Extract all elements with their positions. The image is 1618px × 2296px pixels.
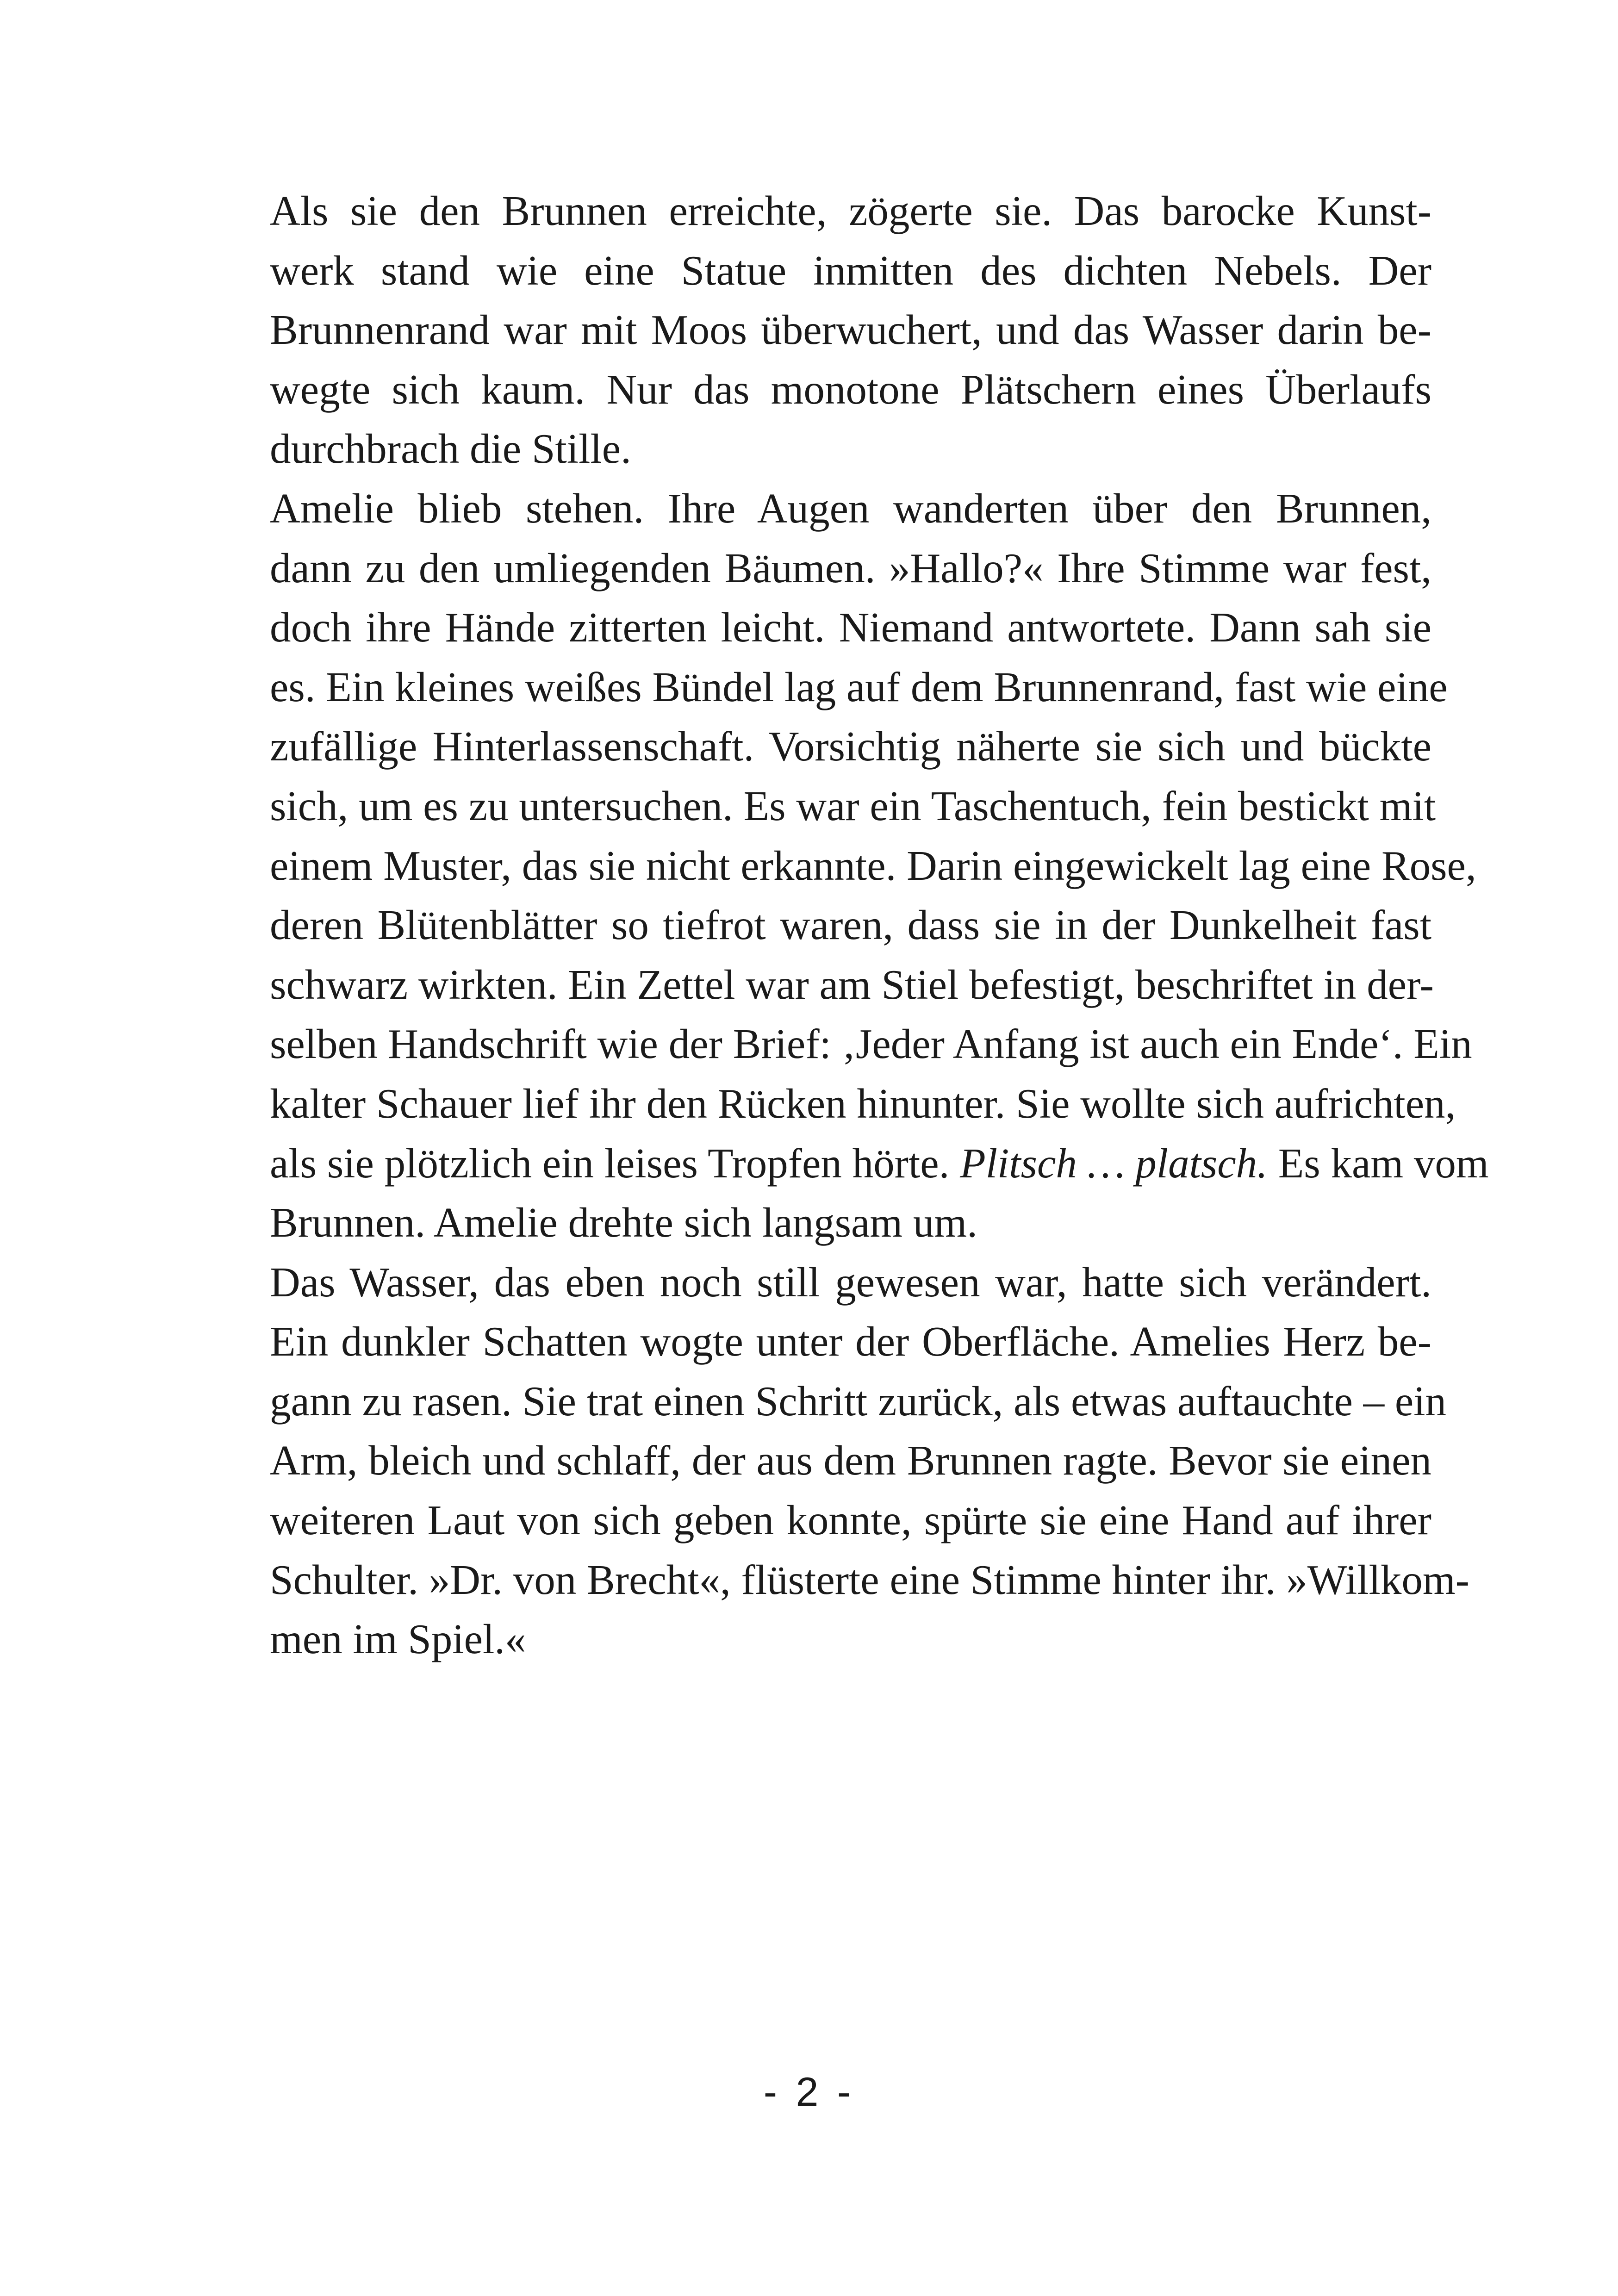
text-line: schwarz wirkten. Ein Zettel war am Stiel befestigt, beschriftet in der-: [270, 961, 1434, 1008]
text-line: deren Blütenblätter so tiefrot waren, dass sie in der Dunkelheit fast: [270, 902, 1431, 949]
text-line: men im Spiel.«: [270, 1616, 526, 1663]
text-line: durchbrach die Stille.: [270, 425, 631, 473]
text-line: Ein dunkler Schatten wogte unter der Oberfläche. Amelies Herz be-: [270, 1318, 1431, 1365]
text-line: dann zu den umliegenden Bäumen. »Hallo?« Ihre Stimme war fest,: [270, 544, 1431, 591]
paragraph-1: [187, 181, 1431, 479]
text-line: selben Handschrift wie der Brief: ‚Jeder Anfang ist auch ein Ende‘. Ein: [270, 1020, 1472, 1068]
text-line: einem Muster, das sie nicht erkannte. Darin eingewickelt lag eine Rose,: [270, 842, 1476, 889]
text-segment: als sie plötzlich ein leises Tropfen hörte.: [270, 1139, 960, 1187]
text-line-with-italic: [187, 1134, 1489, 1194]
paragraph-2: [187, 479, 1489, 1253]
page-number: - 2 -: [763, 2069, 855, 2115]
text-line: zufällige Hinterlassenschaft. Vorsichtig näherte sie sich und bückte: [270, 723, 1431, 770]
text-line: Brunnenrand war mit Moos überwuchert, und das Wasser darin be-: [270, 306, 1431, 354]
text-line: Brunnen. Amelie drehte sich langsam um.: [270, 1199, 977, 1246]
italic-sound-text: Plitsch … platsch.: [960, 1139, 1268, 1187]
text-line: es. Ein kleines weißes Bündel lag auf dem Brunnenrand, fast wie eine: [270, 663, 1448, 710]
text-segment: Es kam vom: [1267, 1139, 1489, 1187]
text-line: weiteren Laut von sich geben konnte, spürte sie eine Hand auf ihrer: [270, 1497, 1431, 1544]
text-line: Als sie den Brunnen erreichte, zögerte sie. Das barocke Kunst-: [270, 187, 1431, 234]
paragraph-3: [187, 1253, 1469, 1669]
text-line: doch ihre Hände zitterten leicht. Niemand antwortete. Dann sah sie: [270, 604, 1431, 651]
text-line: kalter Schauer lief ihr den Rücken hinunter. Sie wollte sich aufrichten,: [270, 1080, 1456, 1127]
text-line: wegte sich kaum. Nur das monotone Plätschern eines Überlaufs: [270, 366, 1431, 413]
body-text: [187, 181, 1489, 1669]
text-line: gann zu rasen. Sie trat einen Schritt zurück, als etwas auftauchte – ein: [270, 1377, 1447, 1425]
text-line: Arm, bleich und schlaff, der aus dem Brunnen ragte. Bevor sie einen: [270, 1437, 1431, 1484]
text-line: Amelie blieb stehen. Ihre Augen wanderten über den Brunnen,: [270, 485, 1431, 532]
text-line: Schulter. »Dr. von Brecht«, flüsterte eine Stimme hinter ihr. »Willkom-: [270, 1556, 1469, 1603]
text-line: sich, um es zu untersuchen. Es war ein Taschentuch, fein bestickt mit: [270, 782, 1436, 829]
text-line: werk stand wie eine Statue inmitten des dichten Nebels. Der: [270, 247, 1431, 294]
text-line: Das Wasser, das eben noch still gewesen war, hatte sich verändert.: [270, 1258, 1431, 1306]
